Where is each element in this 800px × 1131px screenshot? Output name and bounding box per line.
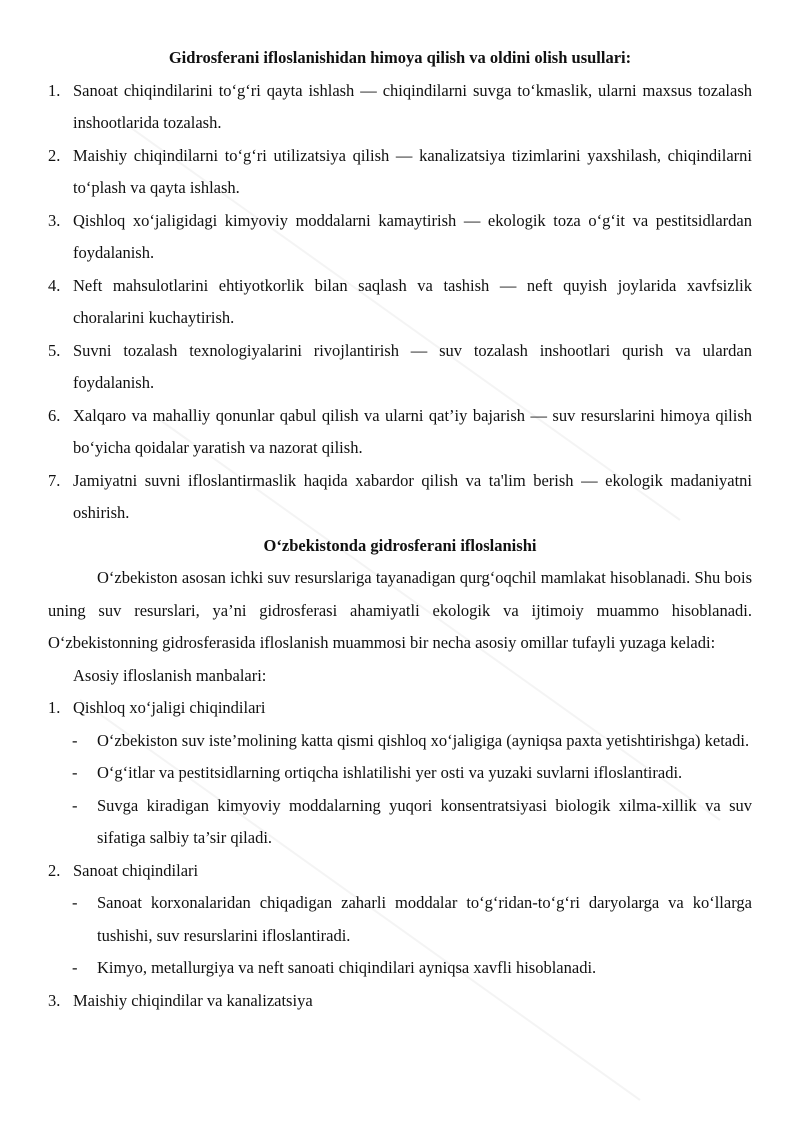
dash-marker: - [72,958,78,977]
list-item-text: Xalqaro va mahalliy qonunlar qabul qilish va ularni qat’iy bajarish — suv resurslarini himoya qilish bo‘yicha qoidalar yaratish va nazorat qilish. [73,405,752,457]
dash-marker: - [72,730,78,750]
sub-point [48,725,752,758]
sub-point-text: Suvga kiradigan kimyoviy moddalarning yuqori konsentratsiyasi biologik xilma-xillik va suv sifatiga salbiy ta’sir qiladi. [97,795,752,847]
list-item-text: Maishiy chiqindilarni to‘g‘ri utilizatsiya qilish — kanalizatsiya tizimlarini yaxshilash, chiqindilarni to‘plash va qayta ishlash. [73,145,752,197]
list-item [48,335,752,400]
sub-point [48,887,752,952]
source-title: Sanoat chiqindilari [73,860,199,880]
list-item [48,465,752,530]
source-title: Maishiy chiqindilar va kanalizatsiya [73,990,313,1010]
list-item [48,400,752,465]
list-number: 6. [48,405,61,425]
list-item [48,270,752,335]
sub-point [48,790,752,855]
sub-point-text: Kimyo, metallurgiya va neft sanoati chiqindilari ayniqsa xavfli hisoblanadi. [97,958,597,977]
section-heading-protection-methods: Gidrosferani ifloslanishidan himoya qilish va oldini olish usullari: [168,48,632,67]
list-item-text: Qishloq xo‘jaligidagi kimyoviy moddalarni kamaytirish — ekologik toza o‘g‘it va pestitsidlardan foydalanish. [73,210,752,262]
list-item [48,140,752,205]
dash-marker: - [72,763,78,782]
intro-paragraph: O‘zbekiston asosan ichki suv resurslariga tayanadigan qurg‘oqchil mamlakat hisoblanadi. Shu bois uning suv resurslari, ya’ni gidrosferasi ahamiyatli ekologik va ijtimoiy muammo hisoblanadi. O‘zbekistonning gidrosferasida ifloslanish muammosi bir necha asosiy omillar tufayli yuzaga keladi: [48,568,752,652]
sub-point-text: O‘zbekiston suv iste’molining katta qismi qishloq xo‘jaligiga (ayniqsa paxta yetishtirishga) ketadi. [97,730,750,750]
list-number: 1. [48,698,61,717]
sources-label: Asosiy ifloslanish manbalari: [73,665,267,685]
list-item-text: Sanoat chiqindilarini to‘g‘ri qayta ishlash — chiqindilarni suvga to‘kmaslik, ularni maxsus tozalash inshootlarida tozalash. [73,80,752,132]
list-number: 7. [48,470,61,490]
list-item-text: Suvni tozalash texnologiyalarini rivojlantirish — suv tozalash inshootlari qurish va ulardan foydalanish. [73,340,752,392]
source-item-industry [48,855,752,888]
list-number: 2. [48,145,61,165]
list-item-text: Neft mahsulotlarini ehtiyotkorlik bilan saqlash va tashish — neft quyish joylarida xavfsizlik choralarini kuchaytirish. [73,275,752,327]
pollution-sources-list [48,692,752,1017]
source-title: Qishloq xo‘jaligi chiqindilari [73,698,266,717]
list-number: 5. [48,340,61,360]
list-number: 4. [48,275,61,295]
source-item-household [48,985,752,1018]
sub-point-text: Sanoat korxonalaridan chiqadigan zaharli moddalar to‘g‘ridan-to‘g‘ri daryolarga va ko‘llarga tushishi, suv resurslarini ifloslantiradi. [97,893,752,945]
list-item [48,205,752,270]
document-page [48,42,752,1017]
list-number: 3. [48,990,61,1010]
section-heading-uzbekistan: O‘zbekistonda gidrosferani ifloslanishi [263,535,537,555]
dash-marker: - [72,795,78,815]
protection-methods-list [48,75,752,530]
sub-point [48,952,752,985]
list-item [48,75,752,140]
list-number: 2. [48,860,61,880]
list-number: 3. [48,210,61,230]
sub-point [48,757,752,790]
list-item-text: Jamiyatni suvni ifloslantirmaslik haqida xabardor qilish va ta'lim berish — ekologik madaniyatni oshirish. [73,470,752,522]
list-number: 1. [48,80,61,100]
sub-point-text: O‘g‘itlar va pestitsidlarning ortiqcha ishlatilishi yer osti va yuzaki suvlarni ifloslantiradi. [97,763,683,782]
source-item-agriculture [48,692,752,725]
dash-marker: - [72,893,78,912]
